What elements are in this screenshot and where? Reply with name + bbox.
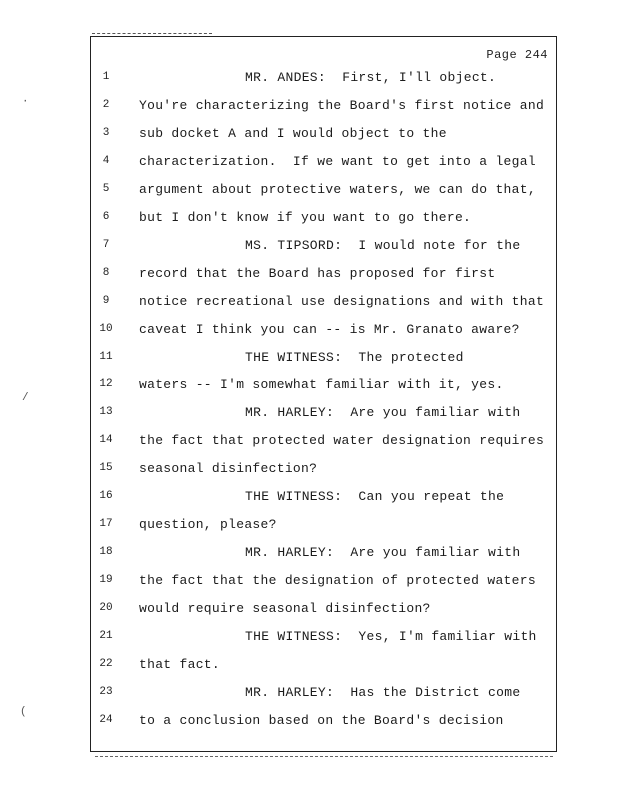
line-number: 20 (99, 602, 113, 615)
speaker-line: MR. ANDES: First, I'll object. (245, 70, 497, 85)
margin-scan-mark: / (22, 392, 29, 404)
speaker-line: MR. HARLEY: Are you familiar with (245, 545, 521, 561)
transcript-line: seasonal disinfection? (139, 461, 318, 477)
transcript-line: record that the Board has proposed for first (139, 265, 496, 281)
top-scan-rule (92, 33, 212, 34)
transcript-line: question, please? (139, 517, 277, 533)
line-number: 9 (102, 294, 110, 307)
line-number: 18 (99, 546, 113, 559)
line-number: 19 (99, 574, 113, 587)
speaker-line: THE WITNESS: Can you repeat the (245, 489, 505, 505)
transcript-line: argument about protective waters, we can do that, (139, 181, 536, 197)
line-number: 2 (102, 98, 110, 111)
transcript-line: waters -- I'm somewhat familiar with it, yes. (139, 377, 504, 393)
line-number: 10 (99, 322, 113, 335)
transcript-line: characterization. If we want to get into a legal (139, 153, 536, 169)
line-number: 21 (99, 630, 113, 642)
line-number: 13 (99, 406, 113, 419)
speaker-line: MR. HARLEY: Are you familiar with (245, 405, 521, 421)
line-number: 5 (102, 182, 110, 195)
line-number: 24 (99, 713, 113, 726)
line-number: 8 (102, 266, 110, 279)
line-number: 7 (102, 238, 110, 251)
line-number: 6 (102, 210, 110, 223)
transcript-page-frame (90, 36, 557, 752)
speaker-line: THE WITNESS: The protected (245, 349, 464, 365)
margin-scan-mark: · (22, 96, 29, 108)
transcript-line: but I don't know if you want to go there. (139, 209, 472, 225)
transcript-line: sub docket A and I would object to the (139, 125, 447, 141)
transcript-line: that fact. (139, 656, 221, 672)
transcript-line: caveat I think you can -- is Mr. Granato aware? (139, 321, 520, 337)
margin-scan-mark: ( (20, 706, 27, 718)
line-number: 4 (102, 154, 110, 167)
line-number: 15 (99, 462, 113, 475)
transcript-line: the fact that protected water designation requires (139, 433, 545, 449)
speaker-line: MR. HARLEY: Has the District come (245, 684, 521, 700)
page-number: Page 244 (486, 48, 548, 62)
line-number: 23 (99, 685, 113, 698)
line-number: 1 (102, 71, 110, 83)
line-number: 14 (99, 434, 113, 447)
line-number: 22 (99, 657, 113, 670)
bottom-scan-rule (95, 756, 553, 757)
transcript-line: the fact that the designation of protected waters (139, 573, 536, 589)
line-number: 16 (99, 490, 113, 503)
speaker-line: THE WITNESS: Yes, I'm familiar with (245, 629, 537, 644)
transcript-line: notice recreational use designations and with that (139, 293, 545, 309)
transcript-line: You're characterizing the Board's first notice and (139, 97, 545, 113)
line-number: 12 (99, 378, 113, 391)
speaker-line: MS. TIPSORD: I would note for the (245, 237, 521, 253)
line-number: 11 (99, 350, 113, 363)
transcript-line: would require seasonal disinfection? (139, 601, 431, 617)
line-number: 17 (99, 518, 113, 531)
line-number: 3 (102, 126, 110, 139)
transcript-line: to a conclusion based on the Board's decision (139, 712, 504, 728)
